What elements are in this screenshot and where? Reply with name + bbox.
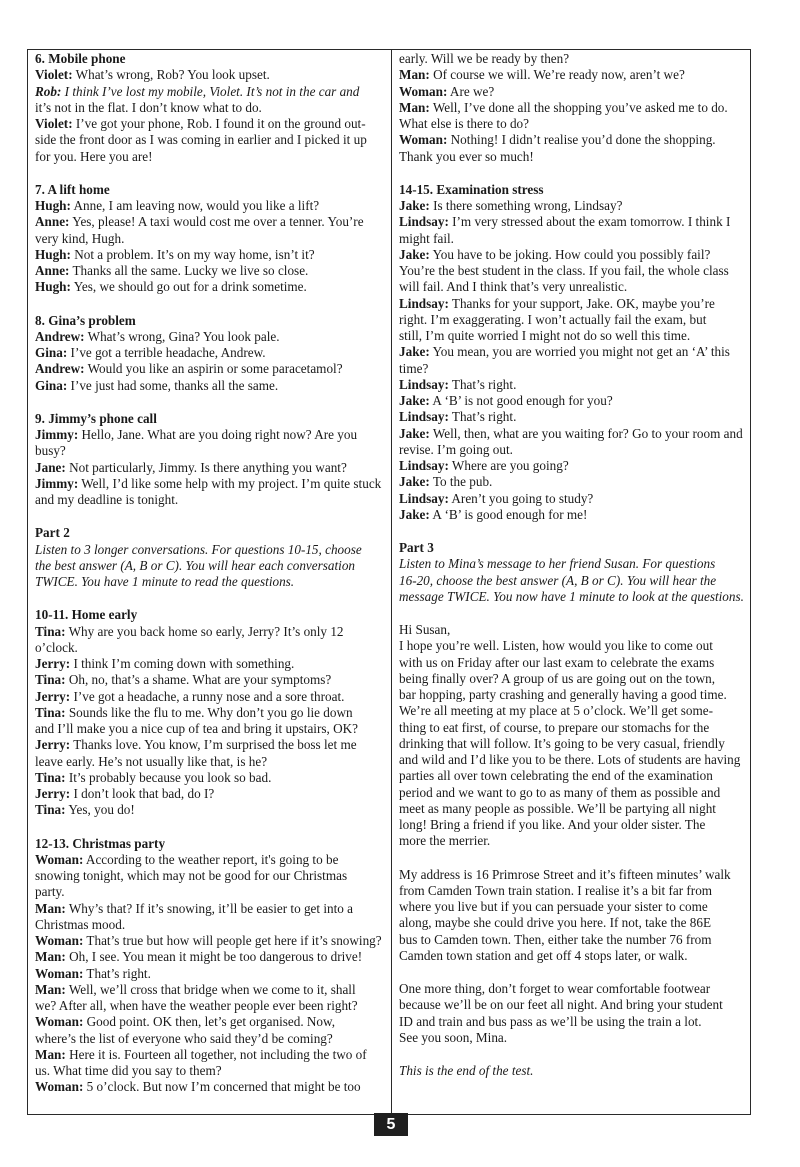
text-line xyxy=(399,768,745,784)
line-text: still, I’m quite worried I might not do so well this time. xyxy=(399,328,691,343)
text-line xyxy=(399,817,745,833)
text-line xyxy=(35,443,385,459)
section-heading: 14-15. Examination stress xyxy=(399,181,544,197)
text-line xyxy=(35,786,385,802)
line-text: side the front door as I was coming in earlier and I picked it up xyxy=(35,132,367,148)
text-line xyxy=(35,116,385,132)
text-line xyxy=(35,998,385,1014)
line-text: My address is 16 Primrose Street and it’s fifteen minutes’ walk xyxy=(399,866,731,882)
text-line xyxy=(35,1031,385,1047)
section xyxy=(399,981,745,1046)
line-text: Listen to 3 longer conversations. For questions 10-15, choose xyxy=(35,541,362,557)
line-text: It’s probably because you look so bad. xyxy=(65,769,272,785)
speaker-name: Man: xyxy=(35,900,66,916)
line-text: Why are you back home so early, Jerry? It’s only 12 xyxy=(65,623,344,639)
text-line xyxy=(35,656,385,672)
line-text: That’s right. xyxy=(448,409,517,425)
line-text: meet as many people as possible. We’ll be partying all night xyxy=(399,800,716,816)
line-text: drinking that will follow. It’s going to be very casual, friendly xyxy=(399,735,725,751)
text-line xyxy=(399,1030,745,1046)
section xyxy=(399,622,745,850)
speaker-name: Jake: xyxy=(399,393,430,408)
text-line xyxy=(399,785,745,801)
line-text: Here it is. Fourteen all together, not including the two of xyxy=(65,1046,367,1062)
speaker-name: Jake: xyxy=(399,246,430,262)
text-line xyxy=(399,312,745,328)
line-text: the best answer (A, B or C). You will hear each conversation xyxy=(35,557,356,573)
line-text: might fail. xyxy=(399,230,454,246)
section xyxy=(399,867,745,965)
line-text: Not a problem. It’s on my way home, isn’t it? xyxy=(70,246,315,262)
line-text: I hope you’re well. Listen, how would you like to come out xyxy=(399,638,713,654)
line-text: bus to Camden town. Then, either take the number 76 from xyxy=(399,931,712,947)
line-text: Not particularly, Jimmy. Is there anything you want? xyxy=(65,459,347,475)
text-line xyxy=(399,132,745,148)
line-text: 16-20, choose the best answer (A, B or C). You will hear the xyxy=(399,572,717,588)
section-heading: Part 3 xyxy=(399,540,434,555)
speaker-name: Woman: xyxy=(399,132,448,148)
text-line xyxy=(399,426,745,442)
line-text: will fail. And I think that’s very unrealistic. xyxy=(399,279,628,295)
text-line xyxy=(399,84,745,100)
speaker-name: Woman: xyxy=(35,851,84,867)
speaker-name: Man: xyxy=(399,99,430,115)
speaker-name: Hugh: xyxy=(35,246,71,262)
text-line xyxy=(399,655,745,671)
text-line xyxy=(399,883,745,899)
line-text: where you live but if you can persuade your sister to come xyxy=(399,899,708,914)
line-text: right. I’m exaggerating. I won’t actually fail the exam, but xyxy=(399,311,707,327)
speaker-name: Anne: xyxy=(35,214,70,230)
line-text: Thank you ever so much! xyxy=(399,148,534,164)
text-line xyxy=(35,852,385,868)
text-line xyxy=(399,279,745,295)
text-line xyxy=(35,427,385,443)
text-line xyxy=(399,67,745,83)
speaker-name: Tina: xyxy=(35,672,66,688)
section xyxy=(399,540,745,605)
text-line xyxy=(35,460,385,476)
line-text: where’s the list of everyone who said they’d be coming? xyxy=(35,1030,333,1046)
text-line xyxy=(35,1014,385,1030)
speaker-name: Violet: xyxy=(35,67,73,83)
line-text: being finally over? A group of us are going out on the town, xyxy=(399,670,716,686)
line-text: 5 o’clock. But now I’m concerned that might be too xyxy=(83,1079,361,1095)
speaker-name: Andrew: xyxy=(35,328,85,344)
text-line xyxy=(35,705,385,721)
text-line xyxy=(399,474,745,490)
line-text: Would you like an aspirin or some paracetamol? xyxy=(84,361,343,377)
line-text: Well, I’ve done all the shopping you’ve asked me to do. xyxy=(429,99,728,115)
text-line xyxy=(35,476,385,492)
line-text: revise. I’m going out. xyxy=(399,441,513,457)
text-line xyxy=(399,622,745,638)
line-text: Oh, I see. You mean it might be too dangerous to drive! xyxy=(65,949,363,965)
speaker-name: Lindsay: xyxy=(399,376,449,392)
line-text: Good point. OK then, let’s get organised. Now, xyxy=(83,1014,335,1030)
speaker-name: Jake: xyxy=(399,506,430,522)
text-line xyxy=(399,458,745,474)
speaker-name: Jerry: xyxy=(35,786,71,801)
text-line xyxy=(35,542,385,558)
line-text: Yes, we should go out for a drink sometime. xyxy=(70,279,307,295)
line-text: with us on Friday after our last exam to celebrate the exams xyxy=(399,654,715,670)
section xyxy=(399,1063,745,1079)
line-text: That’s right. xyxy=(83,965,151,981)
text-line xyxy=(399,491,745,507)
speaker-name: Anne: xyxy=(35,263,70,278)
line-text: period and we want to go to as many of them as possible and xyxy=(399,784,721,800)
speaker-name: Jimmy: xyxy=(35,427,79,442)
speaker-name: Man: xyxy=(399,67,430,83)
text-line xyxy=(35,198,385,214)
line-text: long! Bring a friend if you like. And your older sister. The xyxy=(399,817,706,832)
text-line xyxy=(35,574,385,590)
text-line xyxy=(399,801,745,817)
line-text: along, maybe she could drive you here. If not, take the 86E xyxy=(399,915,712,931)
speaker-name: Man: xyxy=(35,949,66,965)
text-line xyxy=(399,899,745,915)
line-text: What else is there to do? xyxy=(399,116,529,131)
text-line xyxy=(35,100,385,116)
line-text: This is the end of the test. xyxy=(399,1063,534,1078)
section-heading: 10-11. Home early xyxy=(35,607,138,623)
text-line xyxy=(35,1047,385,1063)
line-text: and wild and I’d like you to be there. Lots of students are having xyxy=(399,752,741,767)
text-line xyxy=(35,770,385,786)
speaker-name: Jane: xyxy=(35,459,66,475)
line-text: I’ve got a terrible headache, Andrew. xyxy=(67,345,266,360)
text-line xyxy=(35,754,385,770)
line-text: snowing tonight, which may not be good for our Christmas xyxy=(35,868,348,883)
text-line xyxy=(399,507,745,523)
text-line xyxy=(399,296,745,312)
speaker-name: Man: xyxy=(35,981,66,997)
text-line xyxy=(399,393,745,409)
section xyxy=(35,525,385,590)
line-text: us. What time did you say to them? xyxy=(35,1063,222,1078)
speaker-name: Violet: xyxy=(35,116,73,131)
section xyxy=(35,51,385,165)
speaker-name: Jerry: xyxy=(35,688,71,704)
speaker-name: Woman: xyxy=(35,1014,84,1030)
text-line xyxy=(35,901,385,917)
line-text: Aren’t you going to study? xyxy=(448,490,594,506)
line-text: What’s wrong, Gina? You look pale. xyxy=(84,328,280,344)
text-line xyxy=(35,1063,385,1079)
line-text: Hello, Jane. What are you doing right now? Are you xyxy=(78,427,358,442)
text-line xyxy=(399,867,745,883)
line-text: Thanks love. You know, I’m surprised the boss let me xyxy=(70,737,357,753)
speaker-name: Jake: xyxy=(399,344,430,360)
text-line xyxy=(399,344,745,360)
line-text: it’s not in the flat. I don’t know what to do. xyxy=(35,99,262,115)
speaker-name: Lindsay: xyxy=(399,409,449,425)
text-line xyxy=(399,981,745,997)
text-line xyxy=(399,573,745,589)
line-text: TWICE. You have 1 minute to read the questions. xyxy=(35,574,295,589)
speaker-name: Tina: xyxy=(35,623,66,639)
line-text: I don’t look that bad, do I? xyxy=(70,786,215,801)
text-line xyxy=(35,378,385,394)
speaker-name: Woman: xyxy=(35,965,84,981)
line-text: You have to be joking. How could you possibly fail? xyxy=(429,246,711,262)
page-number: 5 xyxy=(374,1113,408,1136)
line-text: That’s right. xyxy=(448,376,517,392)
section-heading: Part 2 xyxy=(35,525,70,541)
speaker-name: Gina: xyxy=(35,377,68,393)
text-line xyxy=(399,736,745,752)
speaker-name: Jerry: xyxy=(35,656,71,671)
line-text: from Camden Town train station. I realise it’s a bit far from xyxy=(399,882,713,898)
line-text: Thanks for your support, Jake. OK, maybe you’re xyxy=(448,295,715,311)
line-text: Yes, please! A taxi would cost me over a tenner. You’re xyxy=(69,214,364,230)
line-text: Christmas mood. xyxy=(35,916,126,932)
left-column xyxy=(35,51,385,1113)
text-line xyxy=(399,100,745,116)
line-text: That’s true but how will people get here if it’s snowing? xyxy=(83,933,382,948)
text-line xyxy=(35,737,385,753)
line-text: ID and train and bus pass as we’ll be using the train a lot. xyxy=(399,1013,702,1029)
text-line xyxy=(399,1014,745,1030)
text-line xyxy=(35,672,385,688)
line-text: You’re the best student in the class. If you fail, the whole class xyxy=(399,263,729,278)
text-line xyxy=(35,345,385,361)
line-text: Well, I’d like some help with my project. I’m quite stuck xyxy=(78,475,382,491)
text-line xyxy=(35,966,385,982)
line-text: Are we? xyxy=(447,83,495,99)
text-line xyxy=(399,915,745,931)
speaker-name: Woman: xyxy=(35,933,84,948)
line-text: very kind, Hugh. xyxy=(35,230,125,246)
speaker-name: Tina: xyxy=(35,704,66,720)
text-line xyxy=(35,558,385,574)
text-line xyxy=(35,802,385,818)
text-line xyxy=(399,361,745,377)
line-text: because we’ll be on our feet all night. And bring your student xyxy=(399,997,723,1013)
text-line xyxy=(35,949,385,965)
text-line xyxy=(399,409,745,425)
line-text: parties all over town celebrating the end of the examination xyxy=(399,768,713,784)
speaker-name: Man: xyxy=(35,1046,66,1062)
right-column xyxy=(399,51,745,1096)
text-line xyxy=(35,361,385,377)
text-line xyxy=(399,752,745,768)
text-line xyxy=(399,149,745,165)
text-line xyxy=(399,556,745,572)
text-line xyxy=(35,917,385,933)
line-text: I’ve got your phone, Rob. I found it on the ground out- xyxy=(72,116,366,131)
line-text: I think I’m coming down with something. xyxy=(70,656,295,671)
speaker-name: Jake: xyxy=(399,474,430,490)
text-line xyxy=(399,948,745,964)
text-line xyxy=(399,116,745,132)
text-line xyxy=(35,689,385,705)
text-line xyxy=(399,51,745,67)
line-text: bar hopping, party crashing and generally having a good time. xyxy=(399,687,727,702)
line-text: See you soon, Mina. xyxy=(399,1029,508,1045)
text-line xyxy=(35,624,385,640)
line-text: party. xyxy=(35,884,65,900)
section xyxy=(35,607,385,818)
speaker-name: Hugh: xyxy=(35,198,71,213)
line-text: busy? xyxy=(35,443,66,459)
line-text: Is there something wrong, Lindsay? xyxy=(429,198,623,213)
text-line xyxy=(399,932,745,948)
line-text: Nothing! I didn’t realise you’d done the shopping. xyxy=(447,132,716,148)
text-line xyxy=(399,231,745,247)
line-text: time? xyxy=(399,360,429,376)
line-text: We’re all meeting at my place at 5 o’clock. We’ll get some- xyxy=(399,703,714,719)
line-text: Yes, you do! xyxy=(65,802,135,818)
section xyxy=(399,182,745,523)
text-line xyxy=(399,703,745,719)
line-text: A ‘B’ is good enough for me! xyxy=(429,506,588,522)
line-text: Oh, no, that’s a shame. What are your symptoms? xyxy=(65,672,332,688)
section-heading: 6. Mobile phone xyxy=(35,51,126,66)
line-text: message TWICE. You now have 1 minute to look at the questions. xyxy=(399,588,744,604)
text-line xyxy=(35,1079,385,1095)
text-line xyxy=(399,671,745,687)
speaker-name: Jerry: xyxy=(35,737,71,753)
text-line xyxy=(35,329,385,345)
section-heading: 12-13. Christmas party xyxy=(35,835,166,851)
text-line xyxy=(35,982,385,998)
speaker-name: Tina: xyxy=(35,769,66,785)
line-text: thing to eat first, of course, to prepare our stomachs for the xyxy=(399,719,710,735)
text-line xyxy=(35,933,385,949)
text-line xyxy=(399,833,745,849)
line-text: To the pub. xyxy=(429,474,493,490)
line-text: Camden town station and get off 4 stops later, or walk. xyxy=(399,947,688,963)
section-heading: 7. A lift home xyxy=(35,181,110,197)
line-text: I think I’ve lost my mobile, Violet. It’s not in the car and xyxy=(61,83,360,99)
speaker-name: Jimmy: xyxy=(35,475,79,491)
text-line xyxy=(35,231,385,247)
line-text: I’m very stressed about the exam tomorrow. I think I xyxy=(448,214,731,230)
speaker-name: Woman: xyxy=(399,83,448,99)
speaker-name: Lindsay: xyxy=(399,458,449,473)
text-line xyxy=(399,442,745,458)
text-line xyxy=(399,687,745,703)
text-line xyxy=(399,997,745,1013)
section-heading: 9. Jimmy’s phone call xyxy=(35,410,157,426)
text-line xyxy=(35,132,385,148)
speaker-name: Lindsay: xyxy=(399,214,449,230)
line-text: A ‘B’ is not good enough for you? xyxy=(429,393,613,408)
text-line xyxy=(35,214,385,230)
text-line xyxy=(35,884,385,900)
line-text: o’clock. xyxy=(35,639,78,655)
speaker-name: Gina: xyxy=(35,345,68,360)
section xyxy=(35,411,385,509)
line-text: and my deadline is tonight. xyxy=(35,492,179,507)
line-text: and I’ll make you a nice cup of tea and bring it upstairs, OK? xyxy=(35,721,358,736)
text-line xyxy=(399,198,745,214)
line-text: we? After all, when have the weather people ever been right? xyxy=(35,998,358,1013)
line-text: leave early. He’s not usually like that, is he? xyxy=(35,753,268,769)
line-text: Well, we’ll cross that bridge when we come to it, shall xyxy=(65,981,356,997)
text-line xyxy=(399,589,745,605)
line-text: Well, then, what are you waiting for? Go to your room and xyxy=(429,425,743,441)
text-line xyxy=(35,84,385,100)
line-text: early. Will we be ready by then? xyxy=(399,51,570,66)
text-line xyxy=(35,67,385,83)
line-text: Anne, I am leaving now, would you like a lift? xyxy=(70,198,320,213)
text-line xyxy=(399,638,745,654)
speaker-name: Tina: xyxy=(35,802,66,818)
section xyxy=(35,182,385,296)
section xyxy=(399,51,745,165)
line-text: I’ve got a headache, a runny nose and a sore throat. xyxy=(70,688,345,704)
text-line xyxy=(35,149,385,165)
column-divider xyxy=(391,49,392,1115)
line-text: Sounds like the flu to me. Why don’t you go lie down xyxy=(65,704,353,720)
text-line xyxy=(35,868,385,884)
text-line xyxy=(35,247,385,263)
text-line xyxy=(399,720,745,736)
section-heading: 8. Gina’s problem xyxy=(35,312,136,328)
line-text: Where are you going? xyxy=(448,458,569,473)
section xyxy=(35,313,385,394)
line-text: Of course we will. We’re ready now, aren’t we? xyxy=(429,67,685,83)
line-text: You mean, you are worried you might not get an ‘A’ this xyxy=(429,344,730,360)
line-text: Why’s that? If it’s snowing, it’ll be easier to get into a xyxy=(65,900,354,916)
speaker-name: Andrew: xyxy=(35,361,85,377)
line-text: Thanks all the same. Lucky we live so close. xyxy=(69,263,309,278)
text-line xyxy=(35,640,385,656)
line-text: more the merrier. xyxy=(399,833,491,849)
speaker-name: Lindsay: xyxy=(399,295,449,311)
speaker-name: Rob: xyxy=(35,83,62,99)
line-text: I’ve just had some, thanks all the same. xyxy=(67,377,279,393)
line-text: What’s wrong, Rob? You look upset. xyxy=(72,67,270,83)
text-line xyxy=(399,1063,745,1079)
line-text: Hi Susan, xyxy=(399,622,451,637)
text-line xyxy=(35,279,385,295)
speaker-name: Lindsay: xyxy=(399,490,449,506)
text-line xyxy=(399,247,745,263)
text-line xyxy=(399,328,745,344)
speaker-name: Woman: xyxy=(35,1079,84,1095)
speaker-name: Jake: xyxy=(399,198,430,213)
line-text: According to the weather report, it's going to be xyxy=(83,851,339,867)
text-line xyxy=(399,263,745,279)
text-line xyxy=(35,263,385,279)
text-line xyxy=(399,214,745,230)
text-line xyxy=(35,492,385,508)
line-text: One more thing, don’t forget to wear comfortable footwear xyxy=(399,981,711,996)
line-text: Listen to Mina’s message to her friend Susan. For questions xyxy=(399,556,716,572)
line-text: for you. Here you are! xyxy=(35,148,153,164)
text-line xyxy=(399,377,745,393)
speaker-name: Hugh: xyxy=(35,279,71,295)
speaker-name: Jake: xyxy=(399,425,430,441)
text-line xyxy=(35,721,385,737)
section xyxy=(35,836,385,1096)
